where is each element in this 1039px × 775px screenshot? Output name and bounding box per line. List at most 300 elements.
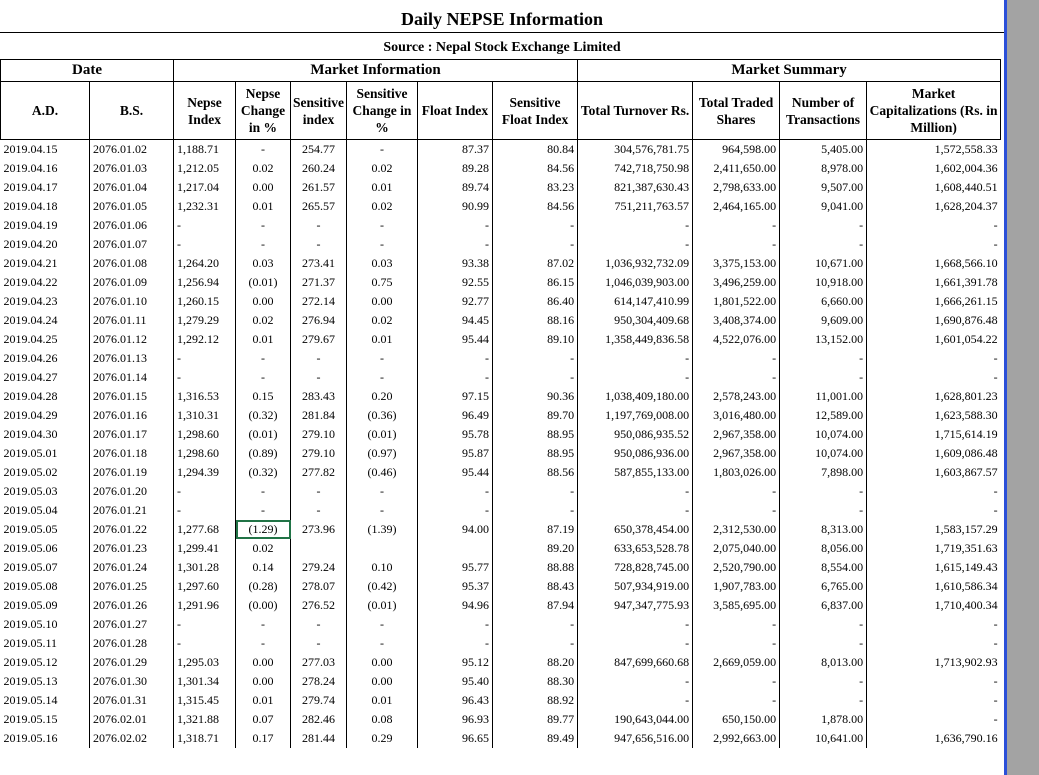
cell-sensitive-float-index[interactable]: - [493,216,578,235]
cell-float-index[interactable] [418,539,493,558]
cell-market-cap[interactable]: - [993,484,998,498]
cell-market-cap[interactable]: 1,608,440.51 [934,180,998,194]
cell-float-index[interactable]: 96.43 [418,691,493,710]
cell-ad[interactable]: 2019.04.21 [1,254,90,273]
cell-bs[interactable]: 2076.01.13 [90,349,174,368]
cell-turnover[interactable]: 190,643,044.00 [578,710,693,729]
cell-sensitive-float-index[interactable]: 88.88 [493,558,578,577]
cell-sensitive-change[interactable]: (1.39) [347,520,418,539]
cell-sensitive-change[interactable]: - [347,482,418,501]
cell-bs[interactable]: 2076.01.28 [90,634,174,653]
cell-sensitive-index[interactable]: 265.57 [291,197,347,216]
cell-sensitive-float-index[interactable]: 89.77 [493,710,578,729]
cell-transactions[interactable]: 7,898.00 [780,463,867,482]
cell-sensitive-index[interactable]: 276.52 [291,596,347,615]
cell-sensitive-change[interactable]: - [347,368,418,387]
cell-nepse-change[interactable]: 0.17 [236,729,291,748]
cell-turnover[interactable]: 847,699,660.68 [578,653,693,672]
cell-float-index[interactable]: 90.99 [418,197,493,216]
cell-market-cap[interactable]: 1,603,867.57 [934,465,998,479]
cell-sensitive-float-index[interactable]: 88.95 [493,425,578,444]
cell-ad[interactable]: 2019.05.16 [1,729,90,748]
cell-sensitive-float-index[interactable]: 86.15 [493,273,578,292]
cell-sensitive-change[interactable]: (0.01) [347,425,418,444]
cell-sensitive-change[interactable]: 0.08 [347,710,418,729]
cell-transactions[interactable]: - [780,672,867,691]
cell-sensitive-change[interactable]: 0.03 [347,254,418,273]
cell-ad[interactable]: 2019.05.10 [1,615,90,634]
cell-bs[interactable]: 2076.01.02 [90,140,174,160]
cell-bs[interactable]: 2076.01.18 [90,444,174,463]
cell-market-cap[interactable]: 1,713,902.93 [934,655,998,669]
cell-sensitive-change[interactable]: 0.00 [347,653,418,672]
cell-market-cap[interactable]: - [993,218,998,232]
cell-nepse-index[interactable]: 1,277.68 [174,520,236,539]
cell-nepse-index[interactable]: 1,232.31 [174,197,236,216]
cell-bs[interactable]: 2076.01.16 [90,406,174,425]
cell-transactions[interactable]: - [780,634,867,653]
cell-turnover[interactable]: - [578,349,693,368]
cell-nepse-index[interactable]: - [174,501,236,520]
cell-traded-shares[interactable]: 2,312,530.00 [693,520,780,539]
cell-sensitive-change[interactable]: 0.75 [347,273,418,292]
cell-traded-shares[interactable]: - [693,235,780,254]
cell-nepse-index[interactable]: - [174,615,236,634]
cell-sensitive-index[interactable]: - [291,501,347,520]
cell-sensitive-index[interactable]: 283.43 [291,387,347,406]
cell-float-index[interactable]: 95.12 [418,653,493,672]
cell-bs[interactable]: 2076.01.19 [90,463,174,482]
cell-sensitive-index[interactable]: - [291,216,347,235]
cell-bs[interactable]: 2076.01.24 [90,558,174,577]
cell-nepse-change[interactable]: (0.28) [236,577,291,596]
cell-float-index[interactable]: 94.96 [418,596,493,615]
cell-bs[interactable]: 2076.01.23 [90,539,174,558]
cell-traded-shares[interactable]: - [693,615,780,634]
cell-float-index[interactable]: 96.49 [418,406,493,425]
cell-bs[interactable]: 2076.01.27 [90,615,174,634]
cell-turnover[interactable]: - [578,672,693,691]
cell-turnover[interactable]: - [578,368,693,387]
cell-transactions[interactable]: - [780,216,867,235]
cell-sensitive-float-index[interactable]: - [493,501,578,520]
cell-bs[interactable]: 2076.01.22 [90,520,174,539]
cell-transactions[interactable]: 8,978.00 [780,159,867,178]
cell-market-cap[interactable]: 1,715,614.19 [934,427,998,441]
cell-traded-shares[interactable]: - [693,501,780,520]
cell-nepse-change[interactable]: - [236,235,291,254]
cell-nepse-change[interactable]: (0.89) [236,444,291,463]
cell-turnover[interactable]: - [578,615,693,634]
cell-market-cap[interactable]: 1,690,876.48 [934,313,998,327]
cell-turnover[interactable]: 947,347,775.93 [578,596,693,615]
cell-nepse-change[interactable]: 0.00 [236,653,291,672]
cell-market-cap[interactable]: 1,628,801.23 [934,389,998,403]
cell-sensitive-index[interactable] [291,539,347,558]
cell-nepse-change[interactable]: 0.15 [236,387,291,406]
cell-traded-shares[interactable]: - [693,482,780,501]
cell-turnover[interactable]: 614,147,410.99 [578,292,693,311]
cell-sensitive-index[interactable]: 273.41 [291,254,347,273]
cell-sensitive-float-index[interactable]: 84.56 [493,197,578,216]
cell-turnover[interactable]: 507,934,919.00 [578,577,693,596]
cell-traded-shares[interactable]: 2,669,059.00 [693,653,780,672]
cell-sensitive-float-index[interactable]: - [493,368,578,387]
cell-bs[interactable]: 2076.01.11 [90,311,174,330]
cell-bs[interactable]: 2076.01.14 [90,368,174,387]
cell-traded-shares[interactable]: - [693,691,780,710]
cell-turnover[interactable]: 304,576,781.75 [578,140,693,160]
cell-nepse-index[interactable]: 1,264.20 [174,254,236,273]
cell-nepse-index[interactable]: 1,298.60 [174,444,236,463]
cell-nepse-change[interactable]: (0.32) [236,406,291,425]
cell-ad[interactable]: 2019.04.24 [1,311,90,330]
cell-sensitive-change[interactable]: (0.36) [347,406,418,425]
cell-ad[interactable]: 2019.04.25 [1,330,90,349]
cell-sensitive-index[interactable]: 282.46 [291,710,347,729]
cell-sensitive-float-index[interactable]: 86.40 [493,292,578,311]
cell-sensitive-change[interactable]: 0.02 [347,197,418,216]
cell-float-index[interactable]: 95.87 [418,444,493,463]
cell-sensitive-index[interactable]: 278.24 [291,672,347,691]
cell-sensitive-float-index[interactable]: 87.94 [493,596,578,615]
cell-market-cap[interactable]: 1,668,566.10 [934,256,998,270]
cell-sensitive-index[interactable]: 254.77 [291,140,347,160]
cell-bs[interactable]: 2076.02.01 [90,710,174,729]
cell-nepse-change[interactable]: 0.02 [236,311,291,330]
cell-sensitive-change[interactable]: - [347,140,418,160]
cell-float-index[interactable]: - [418,482,493,501]
cell-nepse-index[interactable]: - [174,482,236,501]
cell-float-index[interactable]: 95.77 [418,558,493,577]
cell-nepse-index[interactable]: - [174,349,236,368]
cell-market-cap[interactable]: - [993,693,998,707]
cell-sensitive-float-index[interactable]: - [493,482,578,501]
cell-turnover[interactable]: - [578,634,693,653]
cell-turnover[interactable]: 751,211,763.57 [578,197,693,216]
cell-sensitive-float-index[interactable]: - [493,235,578,254]
cell-turnover[interactable]: 1,036,932,732.09 [578,254,693,273]
cell-float-index[interactable]: 93.38 [418,254,493,273]
cell-bs[interactable]: 2076.01.09 [90,273,174,292]
cell-turnover[interactable]: 728,828,745.00 [578,558,693,577]
cell-bs[interactable]: 2076.01.17 [90,425,174,444]
cell-sensitive-float-index[interactable]: 84.56 [493,159,578,178]
cell-sensitive-float-index[interactable]: 87.02 [493,254,578,273]
cell-market-cap[interactable]: 1,710,400.34 [934,598,998,612]
cell-ad[interactable]: 2019.05.03 [1,482,90,501]
cell-traded-shares[interactable]: 4,522,076.00 [693,330,780,349]
cell-float-index[interactable]: 95.44 [418,330,493,349]
cell-traded-shares[interactable]: 2,798,633.00 [693,178,780,197]
cell-nepse-index[interactable]: 1,299.41 [174,539,236,558]
cell-nepse-change[interactable]: 0.07 [236,710,291,729]
cell-sensitive-index[interactable]: 279.74 [291,691,347,710]
cell-sensitive-index[interactable]: 281.44 [291,729,347,748]
cell-sensitive-float-index[interactable]: 88.20 [493,653,578,672]
cell-ad[interactable]: 2019.05.08 [1,577,90,596]
cell-nepse-change[interactable]: 0.00 [236,292,291,311]
cell-transactions[interactable]: 10,074.00 [780,444,867,463]
cell-sensitive-index[interactable]: 279.10 [291,425,347,444]
cell-transactions[interactable]: 8,013.00 [780,653,867,672]
cell-float-index[interactable]: 94.00 [418,520,493,539]
cell-market-cap[interactable]: - [993,617,998,631]
cell-transactions[interactable]: - [780,691,867,710]
cell-ad[interactable]: 2019.05.02 [1,463,90,482]
cell-float-index[interactable]: 92.55 [418,273,493,292]
cell-sensitive-float-index[interactable]: - [493,349,578,368]
cell-float-index[interactable]: - [418,216,493,235]
cell-nepse-change[interactable]: 0.14 [236,558,291,577]
cell-sensitive-float-index[interactable]: 88.30 [493,672,578,691]
cell-bs[interactable]: 2076.01.20 [90,482,174,501]
cell-sensitive-change[interactable]: (0.46) [347,463,418,482]
cell-bs[interactable]: 2076.01.03 [90,159,174,178]
cell-sensitive-float-index[interactable]: 90.36 [493,387,578,406]
cell-nepse-change[interactable]: - [236,368,291,387]
cell-turnover[interactable]: 950,304,409.68 [578,311,693,330]
cell-market-cap[interactable]: 1,719,351.63 [934,541,998,555]
cell-transactions[interactable]: 10,671.00 [780,254,867,273]
cell-sensitive-change[interactable]: (0.97) [347,444,418,463]
cell-sensitive-index[interactable]: - [291,615,347,634]
cell-sensitive-index[interactable]: - [291,482,347,501]
cell-ad[interactable]: 2019.05.12 [1,653,90,672]
cell-ad[interactable]: 2019.05.15 [1,710,90,729]
cell-sensitive-float-index[interactable]: 88.16 [493,311,578,330]
cell-float-index[interactable]: - [418,615,493,634]
cell-nepse-index[interactable]: 1,318.71 [174,729,236,748]
cell-turnover[interactable]: 950,086,935.52 [578,425,693,444]
cell-sensitive-change[interactable]: 0.00 [347,672,418,691]
cell-float-index[interactable]: 97.15 [418,387,493,406]
cell-nepse-index[interactable]: - [174,216,236,235]
cell-sensitive-change[interactable]: - [347,634,418,653]
cell-bs[interactable]: 2076.01.12 [90,330,174,349]
cell-float-index[interactable]: 89.74 [418,178,493,197]
cell-market-cap[interactable]: 1,609,086.48 [934,446,998,460]
cell-sensitive-index[interactable]: 279.24 [291,558,347,577]
cell-market-cap[interactable]: 1,666,261.15 [934,294,998,308]
cell-bs[interactable]: 2076.01.10 [90,292,174,311]
cell-ad[interactable]: 2019.05.09 [1,596,90,615]
cell-nepse-index[interactable]: 1,310.31 [174,406,236,425]
cell-nepse-index[interactable]: - [174,235,236,254]
cell-nepse-index[interactable]: 1,321.88 [174,710,236,729]
cell-ad[interactable]: 2019.04.18 [1,197,90,216]
cell-sensitive-float-index[interactable]: - [493,615,578,634]
cell-turnover[interactable]: 1,046,039,903.00 [578,273,693,292]
cell-transactions[interactable]: 13,152.00 [780,330,867,349]
cell-transactions[interactable]: 9,609.00 [780,311,867,330]
cell-ad[interactable]: 2019.04.26 [1,349,90,368]
cell-sensitive-index[interactable]: 278.07 [291,577,347,596]
cell-float-index[interactable]: 95.40 [418,672,493,691]
cell-bs[interactable]: 2076.01.30 [90,672,174,691]
cell-float-index[interactable]: 87.37 [418,140,493,160]
cell-sensitive-float-index[interactable]: 88.43 [493,577,578,596]
cell-bs[interactable]: 2076.01.07 [90,235,174,254]
cell-turnover[interactable]: - [578,216,693,235]
cell-ad[interactable]: 2019.04.15 [1,140,90,160]
cell-market-cap[interactable]: - [993,351,998,365]
cell-turnover[interactable]: 821,387,630.43 [578,178,693,197]
cell-transactions[interactable]: 10,641.00 [780,729,867,748]
cell-nepse-index[interactable]: 1,297.60 [174,577,236,596]
cell-ad[interactable]: 2019.04.23 [1,292,90,311]
cell-bs[interactable]: 2076.01.31 [90,691,174,710]
cell-sensitive-change[interactable]: 0.10 [347,558,418,577]
cell-float-index[interactable]: 95.37 [418,577,493,596]
cell-nepse-change[interactable]: 0.00 [236,672,291,691]
cell-traded-shares[interactable]: 964,598.00 [693,140,780,160]
cell-sensitive-change[interactable]: 0.02 [347,311,418,330]
cell-ad[interactable]: 2019.04.17 [1,178,90,197]
cell-sensitive-float-index[interactable]: 88.95 [493,444,578,463]
cell-market-cap[interactable]: 1,615,149.43 [934,560,998,574]
cell-transactions[interactable]: 8,313.00 [780,520,867,539]
cell-sensitive-index[interactable]: 277.82 [291,463,347,482]
cell-market-cap[interactable]: 1,601,054.22 [934,332,998,346]
cell-transactions[interactable]: - [780,235,867,254]
cell-float-index[interactable]: - [418,235,493,254]
cell-nepse-index[interactable]: 1,188.71 [174,140,236,160]
cell-sensitive-index[interactable]: 277.03 [291,653,347,672]
cell-sensitive-float-index[interactable]: 89.70 [493,406,578,425]
cell-sensitive-float-index[interactable]: 88.56 [493,463,578,482]
cell-ad[interactable]: 2019.05.06 [1,539,90,558]
cell-traded-shares[interactable]: 2,464,165.00 [693,197,780,216]
cell-bs[interactable]: 2076.01.08 [90,254,174,273]
cell-float-index[interactable]: - [418,349,493,368]
cell-nepse-change[interactable]: (0.01) [236,425,291,444]
cell-transactions[interactable]: 6,837.00 [780,596,867,615]
cell-traded-shares[interactable]: 2,411,650.00 [693,159,780,178]
cell-transactions[interactable]: - [780,615,867,634]
cell-market-cap[interactable]: 1,583,157.29 [934,522,998,536]
cell-nepse-change[interactable]: - [236,140,291,160]
cell-ad[interactable]: 2019.05.01 [1,444,90,463]
cell-market-cap[interactable]: 1,602,004.36 [934,161,998,175]
cell-nepse-index[interactable]: 1,301.28 [174,558,236,577]
cell-bs[interactable]: 2076.01.05 [90,197,174,216]
cell-traded-shares[interactable]: 1,801,522.00 [693,292,780,311]
cell-turnover[interactable]: 587,855,133.00 [578,463,693,482]
cell-turnover[interactable]: 947,656,516.00 [578,729,693,748]
cell-market-cap[interactable]: - [993,674,998,688]
cell-nepse-change[interactable]: 0.01 [236,197,291,216]
cell-sensitive-change[interactable]: 0.02 [347,159,418,178]
cell-transactions[interactable]: 1,878.00 [780,710,867,729]
cell-float-index[interactable]: 92.77 [418,292,493,311]
cell-nepse-change[interactable]: 0.03 [236,254,291,273]
cell-transactions[interactable]: 5,405.00 [780,140,867,160]
cell-sensitive-change[interactable]: (0.42) [347,577,418,596]
cell-turnover[interactable]: - [578,482,693,501]
cell-transactions[interactable]: 12,589.00 [780,406,867,425]
cell-float-index[interactable]: 95.78 [418,425,493,444]
cell-nepse-change[interactable]: (0.01) [236,273,291,292]
cell-float-index[interactable]: - [418,368,493,387]
cell-ad[interactable]: 2019.04.27 [1,368,90,387]
cell-market-cap[interactable]: 1,628,204.37 [934,199,998,213]
cell-nepse-change[interactable]: 0.02 [236,539,291,558]
cell-market-cap[interactable]: 1,610,586.34 [934,579,998,593]
cell-nepse-change[interactable]: 0.01 [236,691,291,710]
cell-sensitive-index[interactable]: 261.57 [291,178,347,197]
cell-nepse-index[interactable]: 1,279.29 [174,311,236,330]
cell-nepse-change[interactable]: - [236,349,291,368]
cell-traded-shares[interactable]: 2,967,358.00 [693,444,780,463]
cell-traded-shares[interactable]: 2,992,663.00 [693,729,780,748]
cell-traded-shares[interactable]: 3,585,695.00 [693,596,780,615]
cell-turnover[interactable]: 742,718,750.98 [578,159,693,178]
cell-turnover[interactable]: 1,197,769,008.00 [578,406,693,425]
cell-traded-shares[interactable]: 650,150.00 [693,710,780,729]
cell-bs[interactable]: 2076.01.26 [90,596,174,615]
cell-ad[interactable]: 2019.04.30 [1,425,90,444]
cell-sensitive-index[interactable]: - [291,368,347,387]
cell-traded-shares[interactable]: 1,803,026.00 [693,463,780,482]
cell-sensitive-float-index[interactable]: - [493,634,578,653]
cell-transactions[interactable]: 9,041.00 [780,197,867,216]
cell-bs[interactable]: 2076.02.02 [90,729,174,748]
cell-transactions[interactable]: 8,554.00 [780,558,867,577]
cell-nepse-change[interactable]: - [236,501,291,520]
cell-ad[interactable]: 2019.04.29 [1,406,90,425]
cell-ad[interactable]: 2019.04.22 [1,273,90,292]
cell-nepse-index[interactable]: 1,294.39 [174,463,236,482]
cell-float-index[interactable]: 96.93 [418,710,493,729]
cell-sensitive-change[interactable]: 0.01 [347,691,418,710]
cell-nepse-index[interactable]: 1,295.03 [174,653,236,672]
cell-bs[interactable]: 2076.01.04 [90,178,174,197]
cell-traded-shares[interactable]: - [693,216,780,235]
cell-sensitive-change[interactable]: 0.01 [347,178,418,197]
cell-nepse-change[interactable]: (0.32) [236,463,291,482]
cell-nepse-index[interactable]: 1,298.60 [174,425,236,444]
cell-transactions[interactable]: 9,507.00 [780,178,867,197]
cell-ad[interactable]: 2019.04.19 [1,216,90,235]
cell-transactions[interactable]: 11,001.00 [780,387,867,406]
cell-traded-shares[interactable]: 3,375,153.00 [693,254,780,273]
cell-transactions[interactable]: - [780,501,867,520]
cell-sensitive-index[interactable]: 279.67 [291,330,347,349]
cell-nepse-index[interactable]: 1,301.34 [174,672,236,691]
cell-nepse-change[interactable]: (1.29) [236,520,291,539]
cell-nepse-index[interactable]: 1,315.45 [174,691,236,710]
cell-market-cap[interactable]: - [993,712,998,726]
cell-nepse-change[interactable]: - [236,216,291,235]
cell-traded-shares[interactable]: - [693,634,780,653]
cell-nepse-index[interactable]: 1,292.12 [174,330,236,349]
cell-ad[interactable]: 2019.05.05 [1,520,90,539]
cell-sensitive-index[interactable]: - [291,349,347,368]
cell-sensitive-float-index[interactable]: 89.10 [493,330,578,349]
cell-nepse-index[interactable]: 1,217.04 [174,178,236,197]
cell-sensitive-index[interactable]: 260.24 [291,159,347,178]
cell-turnover[interactable]: - [578,235,693,254]
cell-sensitive-index[interactable]: - [291,235,347,254]
cell-turnover[interactable]: 950,086,936.00 [578,444,693,463]
cell-traded-shares[interactable]: - [693,368,780,387]
cell-sensitive-change[interactable]: 0.00 [347,292,418,311]
cell-bs[interactable]: 2076.01.21 [90,501,174,520]
cell-nepse-change[interactable]: - [236,634,291,653]
cell-transactions[interactable]: 10,074.00 [780,425,867,444]
cell-sensitive-index[interactable]: 272.14 [291,292,347,311]
